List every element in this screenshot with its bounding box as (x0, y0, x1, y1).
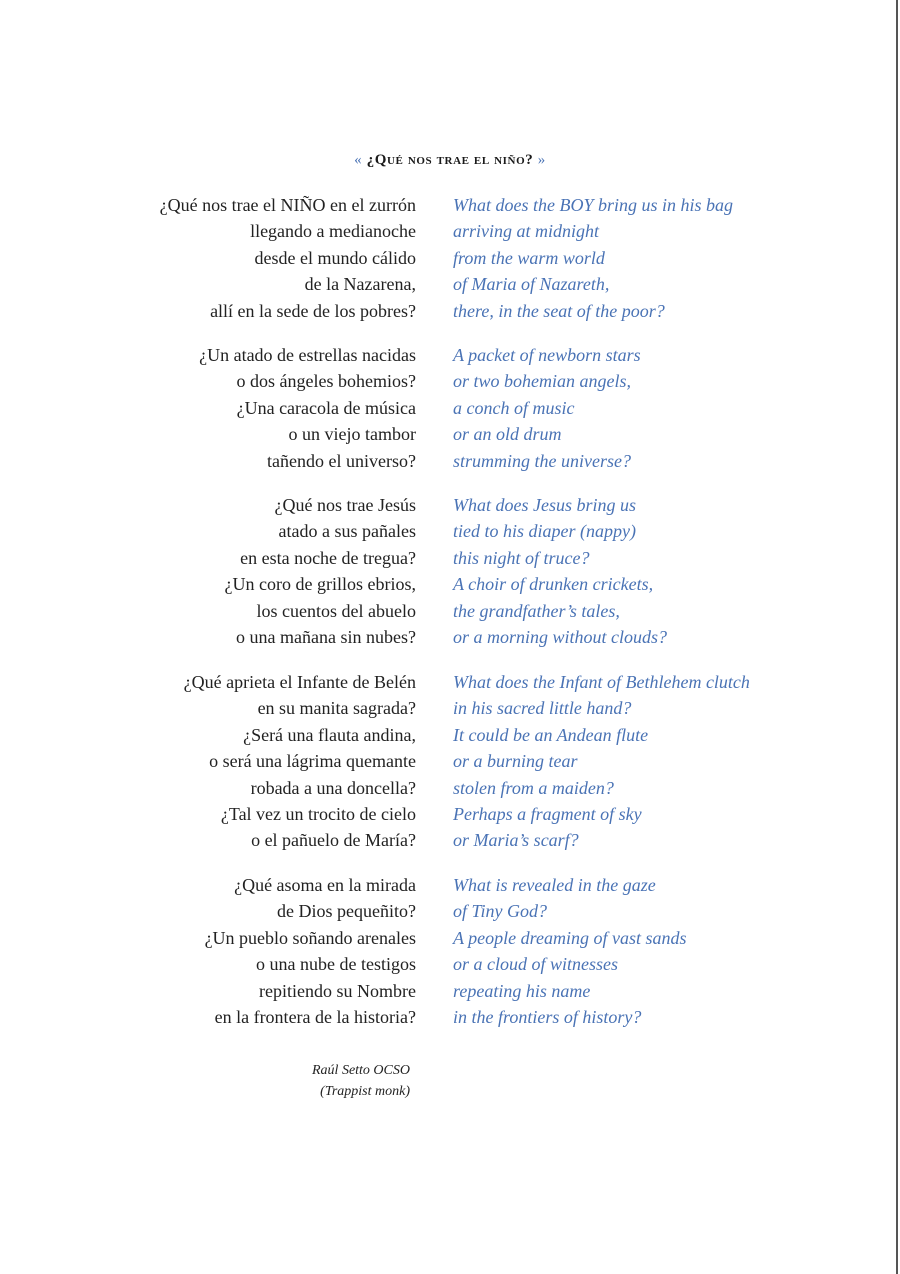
spanish-line: ¿Qué asoma en la mirada (234, 875, 416, 895)
poem-line (0, 298, 900, 324)
english-line: or an old drum (453, 424, 562, 445)
poem-line (0, 518, 900, 544)
english-line: repeating his name (453, 980, 591, 1001)
english-line: Perhaps a fragment of sky (453, 803, 642, 824)
poem-line (0, 192, 900, 218)
spanish-line: ¿Un coro de grillos ebrios, (224, 574, 416, 595)
spanish-line: robada a una doncella? (250, 777, 416, 798)
spanish-line: tañendo el universo? (267, 450, 416, 471)
poem-line (0, 925, 900, 951)
stanza-3 (0, 492, 900, 650)
spanish-line: en su manita sagrada? (257, 698, 416, 719)
spanish-line: o una nube de testigos (256, 954, 416, 975)
poem-line (0, 421, 900, 447)
english-line: this night of truce? (453, 547, 590, 568)
stanza-1 (0, 192, 900, 324)
spanish-line: repitiendo su Nombre (259, 980, 416, 1001)
english-line: the grandfather’s tales, (453, 600, 620, 621)
poem-line (0, 801, 900, 827)
spanish-line: allí en la sede de los pobres? (210, 300, 416, 321)
poem-line (0, 669, 900, 695)
poem-line (0, 748, 900, 774)
english-line: tied to his diaper (nappy) (453, 521, 636, 542)
poem-line (0, 448, 900, 474)
spanish-line: atado a sus pañales (278, 521, 416, 542)
poem-line (0, 951, 900, 977)
poem-line (0, 624, 900, 650)
spanish-line: de la Nazarena, (304, 274, 416, 295)
english-line: arriving at midnight (453, 221, 600, 242)
title-open-quote: « (354, 152, 363, 168)
poem-line (0, 978, 900, 1004)
english-line: of Tiny God? (453, 901, 548, 922)
stanza-2 (0, 342, 900, 474)
poem-title (0, 152, 900, 169)
english-line: A packet of newborn stars (453, 345, 641, 365)
english-line: A people dreaming of vast sands (453, 927, 687, 948)
spanish-line: desde el mundo cálido (254, 247, 416, 268)
poem-line (0, 342, 900, 368)
poem-line (0, 872, 900, 898)
spanish-line: o una mañana sin nubes? (236, 626, 416, 647)
english-line: or a morning without clouds? (453, 626, 668, 647)
english-line: a conch of music (453, 397, 575, 418)
english-line: or a burning tear (453, 751, 578, 772)
spanish-line: ¿Qué nos trae Jesús (274, 495, 416, 515)
stanza-5 (0, 872, 900, 1030)
english-line: A choir of drunken crickets, (453, 574, 654, 595)
english-line: there, in the seat of the poor? (453, 300, 665, 321)
spanish-line: en esta noche de tregua? (240, 547, 416, 568)
english-line: or Maria’s scarf? (453, 830, 579, 851)
poem-line (0, 271, 900, 297)
spanish-line: o será una lágrima quemante (209, 751, 416, 772)
spanish-line: llegando a medianoche (250, 221, 416, 242)
english-line: or two bohemian angels, (453, 371, 631, 392)
stanza-4 (0, 669, 900, 854)
spanish-line: de Dios pequeñito? (277, 901, 416, 922)
poem-line (0, 245, 900, 271)
english-line: What does the BOY bring us in his bag (453, 195, 734, 215)
english-line: in his sacred little hand? (453, 698, 632, 719)
poem-line (0, 827, 900, 853)
poem-line (0, 695, 900, 721)
spanish-line: en la frontera de la historia? (214, 1006, 416, 1027)
author-name: Raúl Setto OCSO (312, 1063, 410, 1078)
poem-line (0, 722, 900, 748)
poem-line (0, 571, 900, 597)
english-line: or a cloud of witnesses (453, 954, 618, 975)
english-line: stolen from a maiden? (453, 777, 614, 798)
spanish-line: ¿Un atado de estrellas nacidas (199, 345, 416, 365)
title-close-quote: » (537, 152, 546, 168)
spanish-line: ¿Un pueblo soñando arenales (204, 927, 416, 948)
english-line: What is revealed in the gaze (453, 875, 656, 895)
poem-line (0, 545, 900, 571)
spanish-line: ¿Será una flauta andina, (243, 724, 416, 745)
english-line: It could be an Andean flute (453, 724, 649, 745)
spanish-line: ¿Una caracola de música (236, 397, 416, 418)
poem-line (0, 1004, 900, 1030)
author-credit (312, 1060, 410, 1102)
spanish-line: o el pañuelo de María? (251, 830, 416, 851)
english-line: from the warm world (453, 247, 605, 268)
english-line: of Maria of Nazareth, (453, 274, 610, 295)
spanish-line: ¿Qué aprieta el Infante de Belén (183, 672, 416, 692)
title-text: ¿Qué nos trae el niño? (366, 152, 534, 168)
poem-line (0, 598, 900, 624)
poem-line (0, 395, 900, 421)
english-line: in the frontiers of history? (453, 1006, 642, 1027)
spanish-line: o un viejo tambor (288, 424, 416, 445)
english-line: strumming the universe? (453, 450, 631, 471)
spanish-line: los cuentos del abuelo (256, 600, 416, 621)
poem-line (0, 218, 900, 244)
spanish-line: ¿Qué nos trae el NIÑO en el zurrón (159, 195, 416, 215)
author-role: (Trappist monk) (320, 1084, 410, 1099)
poem-line (0, 492, 900, 518)
poem-line (0, 775, 900, 801)
spanish-line: o dos ángeles bohemios? (236, 371, 416, 392)
poem-line (0, 368, 900, 394)
poem-line (0, 898, 900, 924)
english-line: What does the Infant of Bethlehem clutch (453, 672, 750, 692)
spanish-line: ¿Tal vez un trocito de cielo (220, 803, 416, 824)
english-line: What does Jesus bring us (453, 495, 636, 515)
